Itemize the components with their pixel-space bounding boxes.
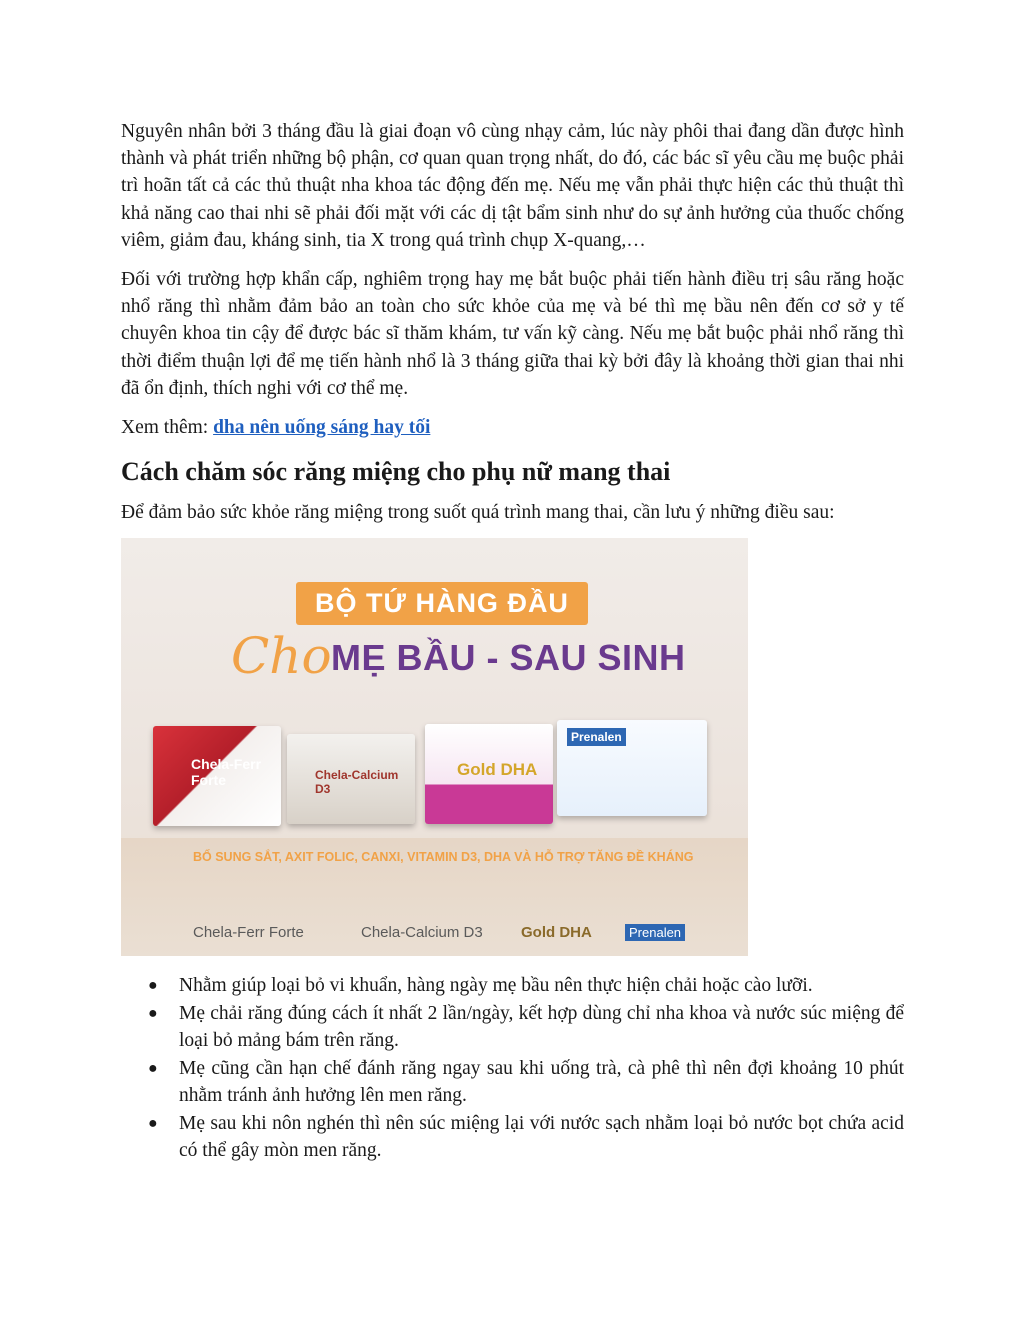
product-name-chela-calcium: Chela-Calcium D3 — [315, 768, 399, 797]
list-item — [148, 1055, 904, 1110]
banner-pill-heading: BỘ TỨ HÀNG ĐẦU — [296, 582, 588, 625]
brand-gold-dha: Gold DHA — [521, 924, 592, 942]
tips-list — [121, 972, 904, 1165]
see-also-link[interactable]: dha nên uống sáng hay tối — [213, 417, 431, 439]
bullet-icon: ● — [148, 1114, 158, 1132]
list-item-text: Nhằm giúp loại bỏ vi khuẩn, hàng ngày mẹ bầu nên thực hiện chải hoặc cào lưỡi. — [179, 975, 813, 997]
document-content — [121, 118, 904, 1165]
bullet-icon: ● — [148, 977, 158, 995]
product-name-gold-dha: Gold DHA — [457, 760, 538, 780]
brand-prenalen: Prenalen — [625, 924, 685, 941]
see-also-prefix: Xem thêm: — [121, 417, 214, 439]
bullet-icon: ● — [148, 1004, 158, 1022]
brand-chela-calcium: Chela-Calcium D3 — [361, 924, 483, 942]
product-name-prenalen: Prenalen — [567, 728, 626, 746]
brand-chela-ferr: Chela-Ferr Forte — [193, 924, 304, 942]
paragraph-2: Đối với trường hợp khẩn cấp, nghiêm trọng hay mẹ bắt buộc phải tiến hành điều trị sâu răng hoặc nhổ răng thì nhằm đảm bảo an toàn cho sức khỏe của mẹ và bé thì mẹ bầu nên đến cơ sở y tế chuyên khoa tin cậy để được bác sĩ thăm khám, tư vấn kỹ càng. Nếu mẹ bắt buộc phải nhổ răng thì thời điểm thuận lợi để mẹ tiến hành nhổ là 3 tháng giữa thai kỳ bởi đây là khoảng thời gian thai nhi đã ổn định, thích nghi với cơ thể mẹ. — [121, 269, 904, 399]
list-item — [148, 1000, 904, 1055]
banner-tagline: BỔ SUNG SẮT, AXIT FOLIC, CANXI, VITAMIN D3, DHA VÀ HỖ TRỢ TĂNG ĐỀ KHÁNG — [193, 850, 694, 865]
product-box-chela-ferr — [153, 726, 281, 826]
product-name-chela-ferr: Chela-Ferr Forte — [191, 756, 262, 789]
product-box-prenalen — [557, 720, 707, 816]
paragraph-1: Nguyên nhân bởi 3 tháng đầu là giai đoạn vô cùng nhạy cảm, lúc này phôi thai đang dần được hình thành và phát triển những bộ phận, cơ quan quan trọng nhất, do đó, các bác sĩ yêu cầu mẹ buộc phải trì hoãn tất cả các thủ thuật nha khoa tác động đến mẹ. Nếu mẹ vẫn phải thực hiện các thủ thuật thì khả năng cao thai nhi sẽ phải đối mặt với các dị tật bẩm sinh như do sự ảnh hưởng của thuốc chống viêm, giảm đau, kháng sinh, tia X trong quá trình chụp X-quang,… — [121, 121, 904, 251]
banner-title: MẸ BẦU - SAU SINH — [331, 637, 686, 679]
bullet-icon: ● — [148, 1059, 158, 1077]
section-heading: Cách chăm sóc răng miệng cho phụ nữ mang thai — [121, 457, 671, 487]
product-box-gold-dha — [425, 724, 553, 824]
banner-script-word: Cho — [231, 627, 332, 686]
list-item-text: Mẹ sau khi nôn nghén thì nên súc miệng lại với nước sạch nhằm loại bỏ nước bọt chứa acid có thể gây mòn men răng. — [179, 1112, 904, 1162]
product-box-chela-calcium — [287, 734, 415, 824]
product-banner-image — [121, 538, 748, 956]
list-item-text: Mẹ chải răng đúng cách ít nhất 2 lần/ngày, kết hợp dùng chỉ nha khoa và nước súc miệng để loại bỏ mảng bám trên răng. — [179, 1002, 904, 1052]
list-item — [148, 1110, 904, 1165]
list-item-text: Mẹ cũng cần hạn chế đánh răng ngay sau khi uống trà, cà phê thì nên đợi khoảng 10 phút nhằm tránh ảnh hưởng lên men răng. — [179, 1057, 904, 1107]
intro-text: Để đảm bảo sức khỏe răng miệng trong suốt quá trình mang thai, cần lưu ý những điều sau: — [121, 502, 835, 524]
list-item — [148, 972, 904, 1000]
see-also — [121, 414, 904, 441]
